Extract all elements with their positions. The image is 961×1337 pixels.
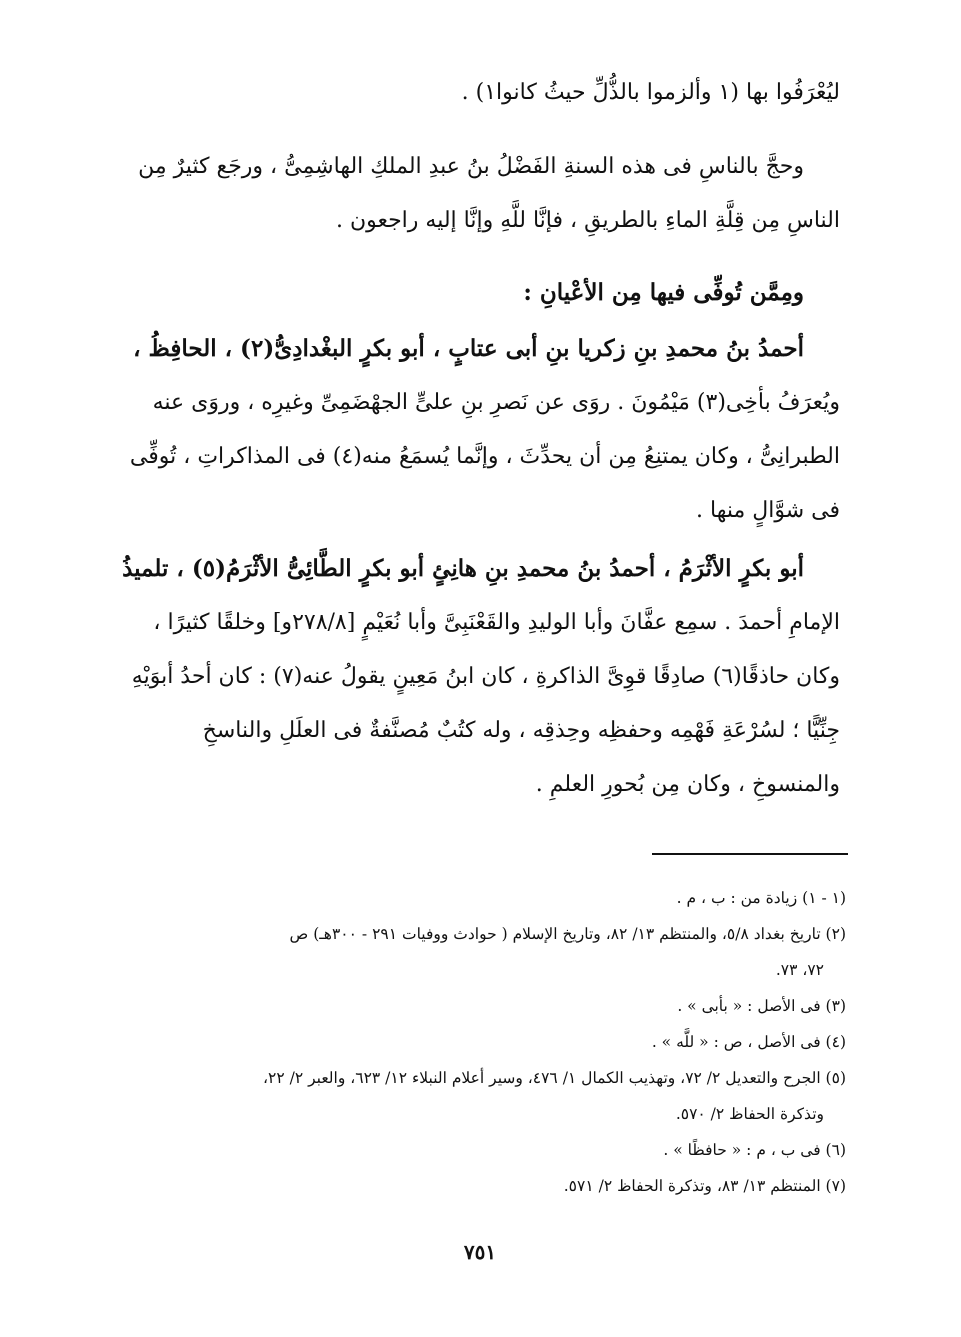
footnote: (٢) تاريخ بغداد ٥/٨، والمنتظم ١٣/ ٨٢، وتاريخ الإسلام ( حوادث ووفيات ٢٩١ - ٣٠٠هـ) ص	[289, 925, 846, 943]
footnote: (٧) المنتظم ١٣/ ٨٣، وتذكرة الحفاظ ٢/ ٥٧١.	[563, 1177, 846, 1195]
footnote: (٦) فى ب ، م : « حافظًا » .	[663, 1141, 846, 1159]
heading-line: ومِمَّن تُوفِّى فيها مِن الأعْيانِ :	[523, 279, 804, 306]
footnote: (٣) فى الأصل : « بأبى » .	[677, 997, 846, 1015]
text-line: فى شوَّالٍ منها .	[696, 498, 840, 523]
footnote: (٤) فى الأصل ، ص : « للَّه » .	[651, 1033, 846, 1051]
text-line: والمنسوخِ ، وكان مِن بُحورِ العلمِ .	[535, 772, 840, 797]
footnote: (١ - ١) زيادة من : ب ، م .	[676, 889, 846, 907]
footnote-continuation: وتذكرة الحفاظ ٢/ ٥٧٠.	[675, 1105, 824, 1123]
text-line: الإمامِ أحمدَ . سمِع عفَّانَ وأبا الوليدِ والقَعْنَبِىَّ وأبا نُعَيْمٍ [٢٧٨/٨و] وخلقًا كثيرًا ،	[153, 610, 840, 635]
page-number: ٧٥١	[463, 1240, 497, 1264]
text-line: الناسِ مِن قِلَّةِ الماءِ بالطريقِ ، فإنَّا للَّهِ وإنَّا إليه راجعون .	[335, 208, 840, 233]
text-line: ليُعْرَفُوا بها (١ وألزموا بالذُّلِّ حيثُ كانوا١) .	[461, 80, 840, 105]
text-line: أحمدُ بنُ محمدِ بنِ زكريا بنِ أبى عتابٍ ، أبو بكرٍ البغْدادِىُّ(٢) ، الحافِظُ ،	[133, 335, 804, 362]
text-line: ويُعرَفُ بأخِى(٣) مَيْمُونَ . روَى عن نَصرِ بنِ علىٍّ الجهْضَمِىِّ وغيرِه ، وروَى عنه	[152, 390, 840, 415]
footnote-divider	[652, 853, 848, 855]
section-heading	[140, 266, 840, 320]
text-line: جِنِّيًّا ؛ لسُرْعَةِ فَهْمِه وحفظِه وحِذقِه ، وله كتُبٌ مُصنَّفةٌ فى العلَلِ والناسخِ	[202, 718, 840, 743]
entry-athram	[122, 542, 840, 812]
paragraph-hajj	[140, 140, 840, 248]
text-line: وكان حاذقًا(٦) صادِقًا قوِىَّ الذاكرةِ ، كان ابنُ مَعِينٍ يقولُ عنه(٧) : كان أحدُ أبوَيْهِ	[131, 664, 840, 689]
text-line: وحجَّ بالناسِ فى هذه السنةِ الفَضْلُ بنُ عبدِ الملكِ الهاشِمِىُّ ، ورجَع كثيرٌ مِن	[138, 154, 804, 179]
footnote-continuation: ٧٢، ٧٣.	[775, 961, 824, 979]
paragraph-continuation	[140, 66, 840, 120]
footnote: (٥) الجرح والتعديل ٢/ ٧٢، وتهذيب الكمال ١/ ٤٧٦، وسير أعلام النبلاء ١٢/ ٦٢٣، والعبر ٢/ ٢٢،	[263, 1069, 846, 1087]
text-line: الطبرانِىُّ ، وكان يمتنِعُ مِن أن يحدِّثَ ، وإنَّما يُسمَعُ منه(٤) فى المذاكراتِ ، تُوفِّى	[129, 444, 840, 469]
footnotes	[140, 880, 846, 1204]
text-line: أبو بكرٍ الأثْرَمُ ، أحمدُ بنُ محمدِ بنِ هانِئٍ أبو بكرٍ الطَّائِىُّ الأثْرَمُ(٥) ، تلميذُ	[122, 555, 804, 582]
entry-ahmad-baghdadi	[129, 322, 840, 538]
